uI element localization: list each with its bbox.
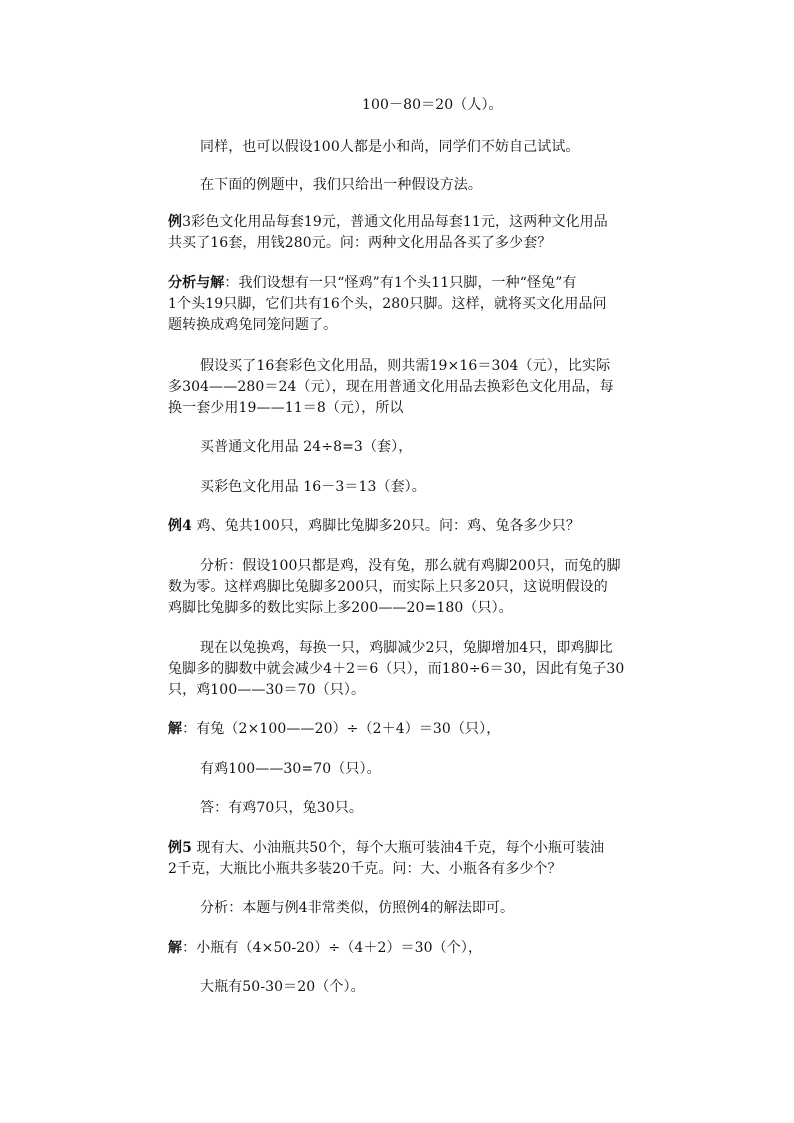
paragraph-line: 买彩色文化用品 16－3＝13（套）。: [200, 479, 426, 495]
example-text: 鸡、兔共100只，鸡脚比兔脚多20只。问：鸡、兔各多少只？: [191, 518, 580, 534]
example-4-line: [168, 516, 580, 536]
analysis-line: 1个头19只脚，它们共有16个头，280只脚。这样，就将买文化用品问: [168, 296, 607, 312]
analysis-line: 题转换成鸡兔同笼问题了。: [168, 317, 338, 333]
paragraph-line: 大瓶有50-30＝20（个）。: [200, 979, 365, 995]
example-label: 例: [168, 214, 183, 230]
paragraph-line: 鸡脚比兔脚多的数比实际上多200——20=180（只）。: [168, 600, 513, 616]
paragraph-line: 只，鸡100——30＝70（只）。: [168, 682, 366, 698]
example-text: 现有大、小油瓶共50个，每个大瓶可装油4千克，每个小瓶可装油: [191, 840, 605, 856]
paragraph-line: 分析：假设100只都是鸡，没有兔，那么就有鸡脚200只，而兔的脚: [200, 558, 621, 574]
example-3-line: [168, 212, 608, 232]
answer-line: 答：有鸡70只，兔30只。: [200, 800, 363, 816]
analysis-line: [168, 273, 577, 293]
paragraph-line: 现在以兔换鸡，每换一只，鸡脚减少2只，兔脚增加4只，即鸡脚比: [200, 640, 613, 656]
analysis-text: ：我们设想有一只“怪鸡”有1个头11只脚，一种“怪兔”有: [224, 275, 577, 291]
paragraph-line: 分析：本题与例4非常类似，仿照例4的解法即可。: [200, 900, 515, 916]
solution-line: [168, 719, 500, 739]
analysis-label: 分析与解: [168, 275, 225, 291]
paragraph-line: 多304——280＝24（元），现在用普通文化用品去换彩色文化用品，每: [168, 379, 614, 395]
paragraph-line: 买普通文化用品 24÷8=3（套），: [200, 439, 413, 455]
solution-text: ：有兔（2×100——20）÷（2＋4）＝30（只），: [182, 721, 501, 737]
example-label: 例4: [168, 518, 192, 534]
paragraph-line: 换一套少用19——11＝8（元），所以: [168, 400, 404, 416]
paragraph-line: 同样，也可以假设100人都是小和尚，同学们不妨自己试试。: [200, 139, 580, 155]
example-5-line: [168, 838, 604, 858]
paragraph-line: 假设买了16套彩色文化用品，则共需19×16＝304（元），比实际: [200, 358, 611, 374]
solution-label: 解: [168, 721, 183, 737]
solution-text: ：小瓶有（4×50-20）÷（4＋2）＝30（个），: [182, 940, 483, 956]
solution-label: 解: [168, 940, 183, 956]
paragraph-line: 兔脚多的脚数中就会减少4＋2＝6（只），而180÷6＝30，因此有兔子30: [168, 661, 625, 677]
paragraph-line: 在下面的例题中，我们只给出一种假设方法。: [200, 177, 482, 193]
paragraph-line: 数为零。这样鸡脚比兔脚多200只，而实际上只多20只，这说明假设的: [168, 579, 608, 595]
paragraph-line: 有鸡100——30=70（只）。: [200, 761, 381, 777]
example-label: 例5: [168, 840, 192, 856]
solution-line: [168, 938, 482, 958]
example-text: 3彩色文化用品每套19元，普通文化用品每套11元，这两种文化用品: [182, 214, 608, 230]
example-3-line: 共买了16套，用钱280元。问：两种文化用品各买了多少套？: [168, 235, 552, 251]
example-5-line: 2千克，大瓶比小瓶共多装20千克。问：大、小瓶各有多少个？: [168, 861, 562, 877]
equation-line: 100－80＝20（人）。: [362, 97, 503, 113]
